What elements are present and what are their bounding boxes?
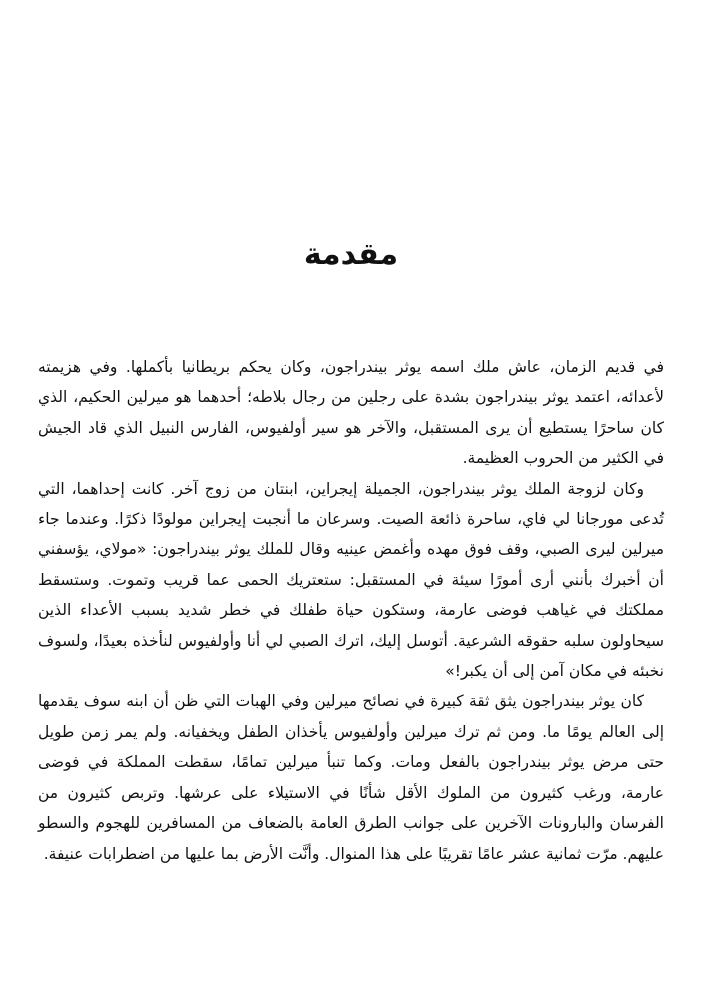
paragraph-1: في قديم الزمان، عاش ملك اسمه يوثر بيندراجون، وكان يحكم بريطانيا بأكملها. وفي هزيمته لأعدائه، اعتمد يوثر بيندراجون بشدة على رجلين من رجال بلاطه؛ أحدهما هو ميرلين الحكيم، الذي كان ساحرًا يستطيع أن يرى المستقبل، والآخر هو سير أولفيوس، الفارس النبيل الذي قاد الجيش في الكثير من الحروب العظيمة. (38, 358, 664, 468)
paragraph-2: وكان لزوجة الملك يوثر بيندراجون، الجميلة إيجراين، ابنتان من زوج آخر. كانت إحداهما، التي تُدعى مورجانا لي فاي، ساحرة ذائعة الصيت. وسرعان ما أنجبت إيجراين مولودًا ذكرًا. وعندما جاء ميرلين ليرى الصبي، وقف فوق مهده وأغمض عينيه وقال للملك يوثر بيندراجون: «مولاي، يؤسفني أن أخبرك بأنني أرى أمورًا سيئة في المستقبل: ستعتريك الحمى عما قريب وتموت. وستسقط مملكتك في غياهب فوضى عارمة، وستكون حياة طفلك في خطر شديد بسبب الأعداء الذين سيحاولون سلبه حقوقه الشرعية. أتوسل إليك، اترك الصبي لي أنا وأولفيوس لنأخذه بعيدًا، ولسوف نخبئه في مكان آمن إلى أن يكبر!» (38, 479, 664, 681)
chapter-title: مقدمة (303, 237, 399, 273)
chapter-body (38, 352, 664, 869)
paragraph-3: كان يوثر بيندراجون يثق ثقة كبيرة في نصائح ميرلين وفي الهبات التي ظن أن ابنه سوف يقدمها إلى العالم يومًا ما. ومن ثم ترك ميرلين وأولفيوس يأخذان الطفل ويخفيانه. ولم يمر زمن طويل حتى مرض يوثر بيندراجون بالفعل ومات. وكما تنبأ ميرلين تمامًا، سقطت المملكة في فوضى عارمة، ورغب كثيرون من الملوك الأقل شأنًا في الاستيلاء على عرشها. وتربص كثيرون من الفرسان والبارونات الآخرين على جوانب الطرق العامة بالضعاف من المسافرين للهجوم والسطو عليهم. مرّت ثمانية عشر عامًا تقريبًا على هذا المنوال. وأنَّت الأرض بما عليها من اضطرابات عنيفة. (38, 692, 664, 863)
